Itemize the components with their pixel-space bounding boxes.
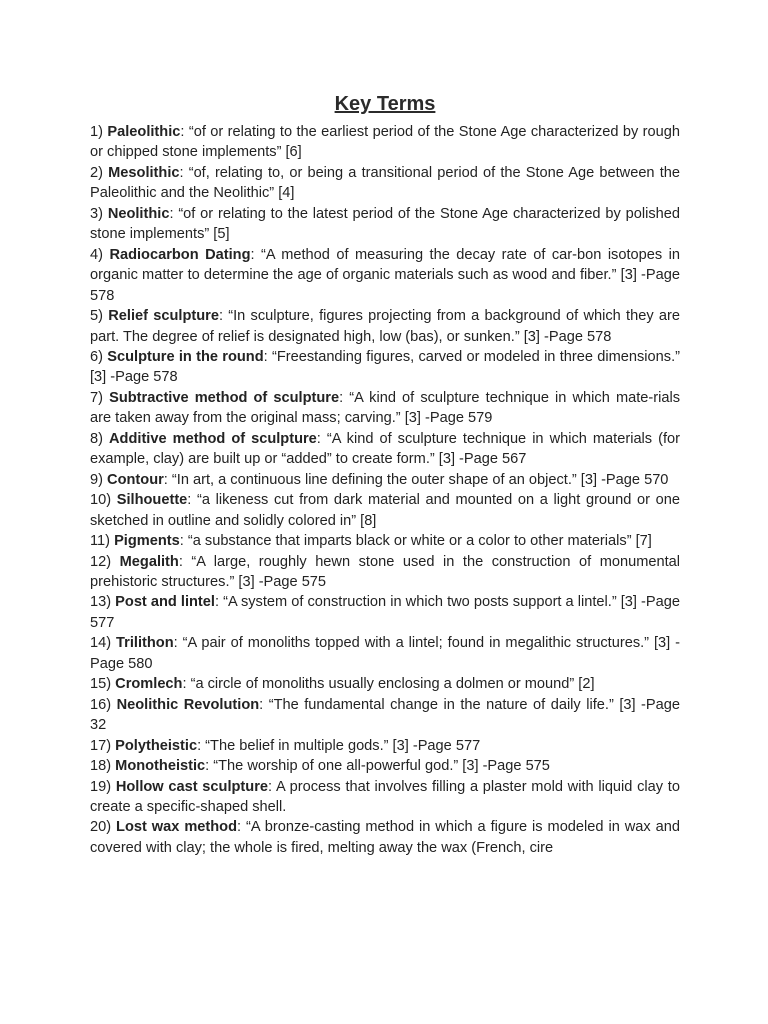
key-terms-list	[90, 122, 680, 858]
term-definition: : “In art, a continuous line defining the outer shape of an object.” [3] -Page 570	[163, 471, 669, 488]
term-number: 19)	[90, 778, 112, 795]
term-definition: : “A system of construction in which two posts support a lintel.” [3] -Page 577	[90, 594, 680, 631]
page-title: Key Terms	[334, 93, 436, 115]
term-definition: : “A bronze-casting method in which a figure is modeled in wax and covered with clay; the whole is fired, melting away the wax (French, cire	[90, 819, 680, 856]
term-name: Paleolithic	[107, 124, 181, 140]
term-item	[90, 695, 680, 736]
term-item	[90, 531, 680, 551]
term-number: 6)	[90, 348, 103, 365]
term-item	[90, 429, 680, 470]
term-name: Sculpture in the round	[107, 348, 264, 365]
term-item	[90, 163, 680, 204]
term-number: 3)	[90, 205, 103, 222]
term-item	[90, 633, 680, 674]
term-name: Pigments	[114, 533, 180, 550]
term-item	[90, 245, 680, 306]
term-definition: : “of, relating to, or being a transitional period of the Stone Age between the Paleolithic and the Neolithic” [4]	[90, 164, 680, 202]
term-definition: : “The worship of one all-powerful god.” [3] -Page 575	[205, 758, 550, 775]
term-number: 18)	[90, 758, 112, 775]
term-definition: : “The fundamental change in the nature of daily life.” [3] -Page 32	[90, 696, 680, 734]
term-definition: : A process that involves filling a plaster mold with liquid clay to create a specific-shaped shell.	[90, 778, 680, 815]
term-item	[90, 470, 680, 490]
term-item	[90, 736, 680, 756]
term-item	[90, 674, 680, 694]
term-item	[90, 552, 680, 593]
term-name: Trilithon	[116, 635, 174, 652]
term-name: Neolithic Revolution	[116, 696, 260, 713]
term-number: 9)	[90, 471, 103, 488]
term-name: Mesolithic	[108, 164, 180, 181]
term-item	[90, 122, 680, 163]
term-definition: : “In sculpture, figures projecting from a background of which they are part. The degree of relief is designated high, low (bas), or sunken.” [3] -Page 578	[90, 308, 680, 345]
term-item	[90, 306, 680, 347]
term-name: Lost wax method	[116, 819, 238, 836]
term-number: 8)	[90, 430, 103, 447]
term-item	[90, 592, 680, 633]
term-item	[90, 777, 680, 818]
term-number: 5)	[90, 308, 103, 325]
term-definition: : “of or relating to the latest period of the Stone Age characterized by polished stone implements” [5]	[90, 205, 680, 243]
term-item	[90, 756, 680, 776]
term-number: 20)	[90, 819, 112, 836]
term-item	[90, 347, 680, 388]
term-definition: : “A method of measuring the decay rate of car-bon isotopes in organic matter to determine the age of organic materials such as wood and fiber.” [3] -Page 578	[90, 246, 680, 304]
term-name: Neolithic	[107, 205, 170, 222]
term-name: Additive method of sculpture	[109, 430, 317, 447]
term-name: Hollow cast sculpture	[115, 778, 268, 795]
term-name: Relief sculpture	[108, 308, 219, 325]
term-name: Polytheistic	[115, 737, 198, 754]
term-name: Cromlech	[115, 676, 183, 693]
term-number: 7)	[90, 389, 103, 406]
term-number: 1)	[90, 124, 103, 140]
term-number: 17)	[90, 737, 112, 754]
term-number: 16)	[90, 696, 112, 713]
term-name: Radiocarbon Dating	[109, 246, 251, 263]
term-definition: : “The belief in multiple gods.” [3] -Page 577	[197, 737, 481, 754]
term-number: 4)	[90, 246, 103, 263]
term-definition: : “a circle of monoliths usually enclosing a dolmen or mound” [2]	[182, 676, 595, 693]
term-number: 15)	[90, 676, 112, 693]
term-definition: : “A pair of monoliths topped with a lintel; found in megalithic structures.” [3] -Page 580	[90, 635, 680, 672]
term-number: 10)	[90, 492, 112, 509]
term-definition: : “A kind of sculpture technique in which materials (for example, clay) are built up or “added” to create form.” [3] -Page 567	[90, 430, 681, 468]
term-item	[90, 204, 680, 245]
term-definition: : “a likeness cut from dark material and mounted on a light ground or one sketched in outline and solidly colored in” [8]	[90, 492, 681, 529]
term-number: 13)	[90, 594, 112, 611]
term-name: Monotheistic	[115, 758, 206, 775]
term-definition: : “of or relating to the earliest period of the Stone Age characterized by rough or chipped stone implements” [6]	[90, 124, 680, 161]
term-definition: : “a substance that imparts black or white or a color to other materials” [7]	[179, 533, 652, 550]
term-name: Megalith	[119, 553, 179, 570]
term-number: 2)	[90, 164, 103, 181]
term-definition: : “Freestanding figures, carved or modeled in three dimensions.” [3] -Page 578	[90, 348, 680, 386]
term-number: 14)	[90, 635, 112, 652]
term-name: Silhouette	[116, 492, 188, 509]
term-definition: : “A large, roughly hewn stone used in the construction of monumental prehistoric structures.” [3] -Page 575	[90, 553, 680, 590]
term-number: 11)	[90, 533, 111, 550]
term-item	[90, 388, 680, 429]
term-number: 12)	[90, 553, 112, 570]
term-item	[90, 817, 680, 858]
term-item	[90, 490, 680, 531]
term-definition: : “A kind of sculpture technique in which mate-rials are taken away from the original mass; carving.” [3] -Page 579	[90, 389, 681, 427]
term-name: Post and lintel	[115, 594, 215, 611]
term-name: Contour	[107, 471, 164, 488]
term-name: Subtractive method of sculpture	[109, 389, 340, 406]
